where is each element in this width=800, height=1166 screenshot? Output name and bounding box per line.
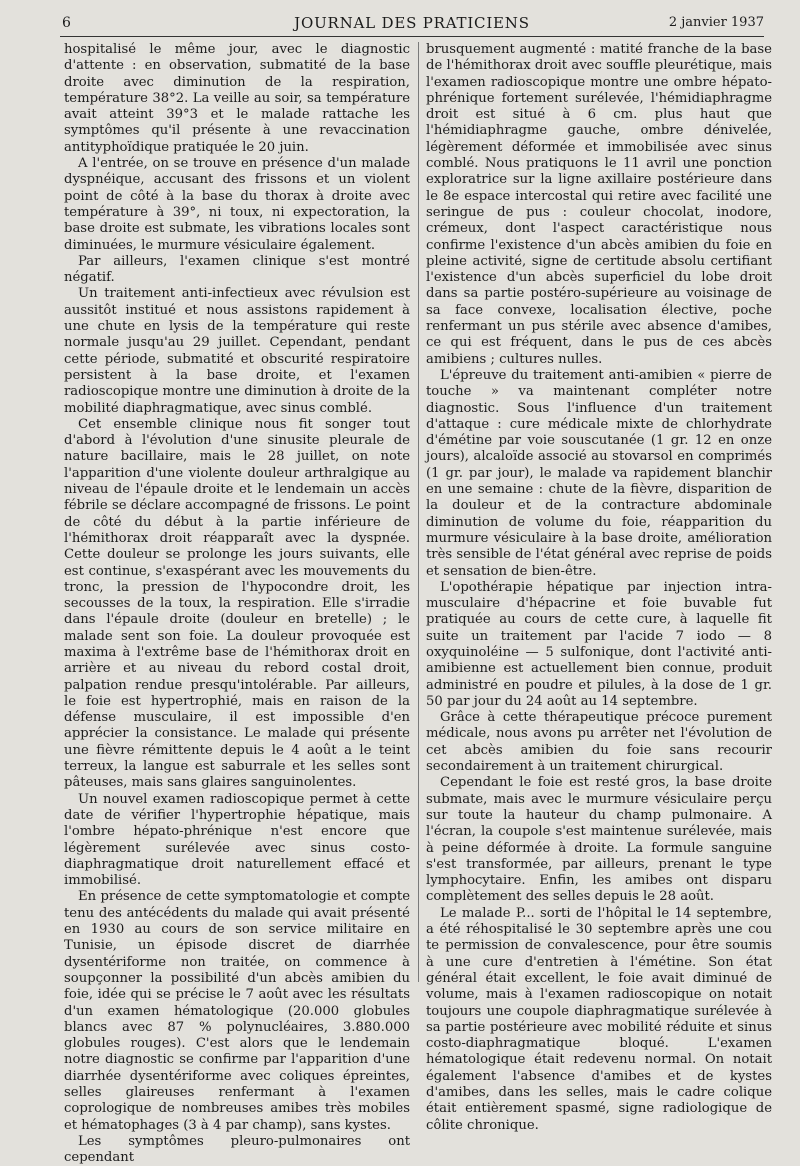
paragraph: hospitalisé le même jour, avec le diagnostic d'attente : en observation, submatité de la base droite avec diminution de la respiration, température 38°2. La veille au soir, sa température avait atteint 39°3 et le malade rattache les symptômes qu'il présente à une revaccination antityphoïdique pratiquée le 20 juin.	[64, 42, 410, 155]
paragraph: Un traitement anti-infectieux avec révulsion est aussitôt institué et nous assistons rapidement à une chute en lysis de la température qui reste normale jusqu'au 29 juillet. Cependant, pendant cette période, submatité et obscurité respiratoire persistent à la base droite, et l'examen radioscopique montre une diminution à droite de la mobilité diaphragmatique, avec sinus comblé.	[64, 286, 410, 416]
paragraph: A l'entrée, on se trouve en présence d'un malade dyspnéique, accusant des frissons et un violent point de côté à la base du thorax à droite avec température à 39°, ni toux, ni expectoration, la base droite est submate, les vibrations locales sont diminuées, le murmure vésiculaire également.	[64, 156, 410, 253]
column-divider	[418, 42, 419, 982]
paragraph: Cet ensemble clinique nous fit songer tout d'abord à l'évolution d'une sinusite pleurale de nature bacillaire, mais le 28 juillet, on note l'apparition d'une violente douleur arthralgique au niveau de l'épaule droite et le lendemain un accès fébrile se déclare accompagné de frissons. Le point de côté du début à la partie inférieure de l'hémithorax droit réapparaît avec la dyspnée. Cette douleur se prolonge les jours suivants, elle est continue, s'exaspérant avec les mouvements du tronc, la pression de l'hypocondre droit, les secousses de la toux, la respiration. Elle s'irradie dans l'épaule droite (douleur en bretelle) ; le malade sent son foie. La douleur provoquée est maxima à l'extrême base de l'hémithorax droit en arrière et au niveau du rebord costal droit, palpation rendue presqu'intolérable. Par ailleurs, le foie est hypertrophié, mais en raison de la défense musculaire, il est impossible d'en apprécier la consistance. Le malade qui présente une fièvre rémittente depuis le 4 août a le teint terreux, la langue est saburrale et les selles sont pâteuses, mais sans glaires sanguinolentes.	[64, 416, 410, 791]
paragraph: Les symptômes pleuro-pulmonaires ont cependant	[64, 1133, 410, 1166]
paragraph: Cependant le foie est resté gros, la base droite submate, mais avec le murmure vésiculaire perçu sur toute la hauteur du champ pulmonaire. A l'écran, la coupole s'est maintenue surélevée, mais à peine déformée à droite. La formule sanguine s'est transformée, par ailleurs, prenant le type lymphocytaire. Enfin, les amibes ont disparu complètement des selles depuis le 28 août.	[426, 775, 772, 905]
paragraph: Un nouvel examen radioscopique permet à cette date de vérifier l'hypertrophie hépatique, mais l'ombre hépato-phrénique n'est encore que légèrement surélevée avec sinus costo-diaphragmatique droit naturellement effacé et immobilisé.	[64, 791, 410, 889]
page-number: 6	[62, 15, 71, 31]
page-header	[60, 12, 764, 37]
journal-title: JOURNAL DES PRATICIENS	[294, 14, 530, 32]
paragraph: Par ailleurs, l'examen clinique s'est montré négatif.	[64, 253, 410, 286]
paragraph: L'épreuve du traitement anti-amibien « pierre de touche » va maintenant compléter notre diagnostic. Sous l'influence d'un traitement d'attaque : cure médicale mixte de chlorhydrate d'émétine par voie souscutanée (1 gr. 12 en onze jours), alcaloïde associé au stovarsol en comprimés (1 gr. par jour), le malade va rapidement blanchir en une semaine : chute de la fièvre, disparition de la douleur et de la contracture abdominale diminution de volume du foie, réapparition du murmure vésiculaire à la base droite, amélioration très sensible de l'état général avec reprise de poids et sensation de bien-être.	[426, 367, 772, 579]
paragraph: Grâce à cette thérapeutique précoce purement médicale, nous avons pu arrêter net l'évolution de cet abcès amibien du foie sans recourir secondairement à un traitement chirurgical.	[426, 710, 772, 775]
paragraph: brusquement augmenté : matité franche de la base de l'hémithorax droit avec souffle pleurétique, mais l'examen radioscopique montre une ombre hépato-phrénique fortement surélevée, l'hémidiaphragme droit est situé à 6 cm. plus haut que l'hémidiaphragme gauche, ombre dénivelée, légèrement déformée et immobilisée avec sinus comblé. Nous pratiquons le 11 avril une ponction exploratrice sur la ligne axillaire postérieure dans le 8e espace intercostal qui retire avec facilité une seringue de pus : couleur chocolat, inodore, crémeux, dont l'aspect caractéristique nous confirme l'existence d'un abcès amibien du foie en pleine activité, signe de certitude absolu certifiant l'existence d'un abcès superficiel du lobe droit dans sa partie postéro-supérieure au voisinage de sa face convexe, localisation élective, poche renfermant un pus stérile avec absence d'amibes, ce qui est fréquent, dans le pus de ces abcès amibiens ; cultures nulles.	[426, 42, 772, 367]
left-column	[64, 42, 410, 1166]
paragraph: L'opothérapie hépatique par injection intra-musculaire d'hépacrine et foie buvable fut pratiquée au cours de cette cure, à laquelle fit suite un traitement par l'acide 7 iodo — 8 oxyquinoléine — 5 sulfonique, dont l'activité anti-amibienne est actuellement bien connue, produit administré en poudre et pilules, à la dose de 1 gr. 50 par jour du 24 août au 14 septembre.	[426, 579, 772, 709]
issue-date: 2 janvier 1937	[668, 15, 764, 30]
right-column	[426, 42, 772, 1134]
paragraph: En présence de cette symptomatologie et compte tenu des antécédents du malade qui avait présenté en 1930 au cours de son service militaire en Tunisie, un épisode discret de diarrhée dysentériforme non traitée, on commence à soupçonner la possibilité d'un abcès amibien du foie, idée qui se précise le 7 août avec les résultats d'un examen hématologique (20.000 globules blancs avec 87 % polynucléaires, 3.880.000 globules rouges). C'est alors que le lendemain notre diagnostic se confirme par l'apparition d'une diarrhée dysentériforme avec coliques épreintes, selles glaireuses renfermant à l'examen coprologique de nombreuses amibes très mobiles et hématophages (3 à 4 par champ), sans kystes.	[64, 889, 410, 1133]
paragraph: Le malade P... sorti de l'hôpital le 14 septembre, a été réhospitalisé le 30 septembre après une cou te permission de convalescence, pour être soumis à une cure d'entretien à l'émétine. Son état général était excellent, le foie avait diminué de volume, mais à l'examen radioscopique on notait toujours une coupole diaphragmatique surélevée à sa partie postérieure avec mobilité réduite et sinus costo-diaphragmatique bloqué. L'examen hématologique était redevenu normal. On notait également l'absence d'amibes et de kystes d'amibes, dans les selles, mais le cadre colique était entièrement spasmé, signe radiologique de côlite chronique.	[426, 905, 772, 1133]
